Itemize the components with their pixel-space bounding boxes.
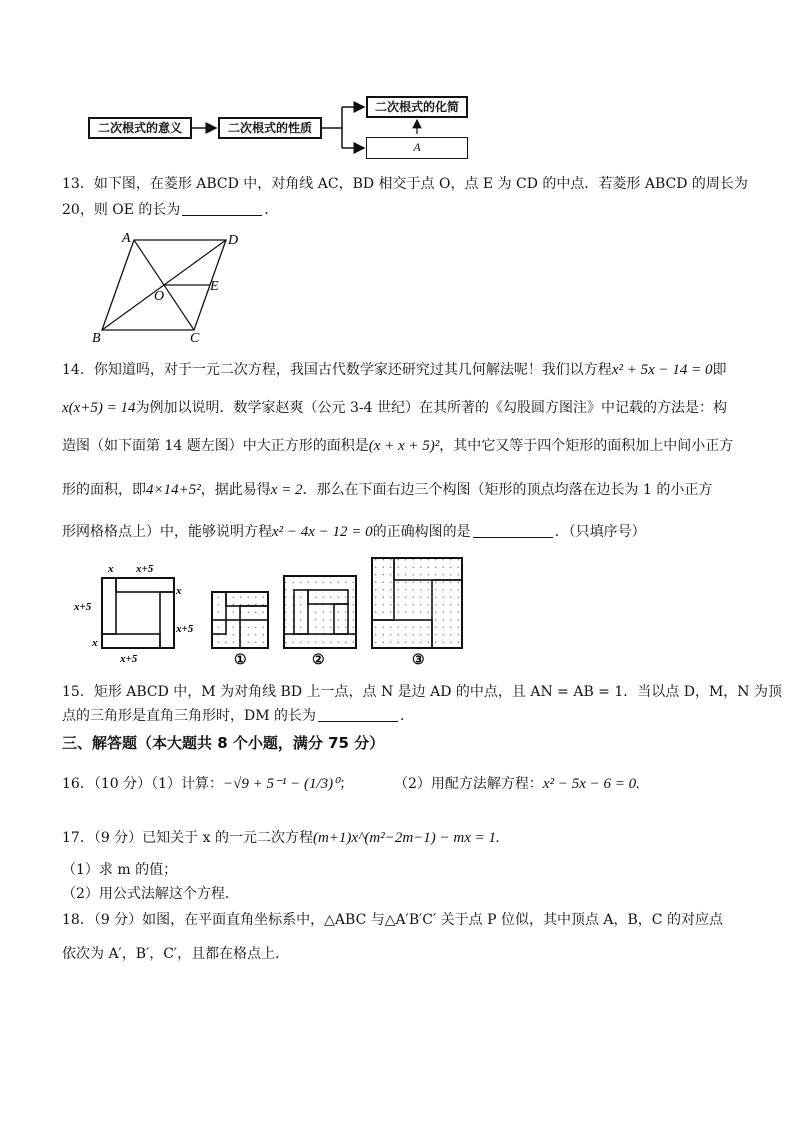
q15-line2 <box>62 706 414 726</box>
q14-line2-text: 为例加以说明．数学家赵爽（公元 3-4 世纪）在其所著的《勾股圆方图注》中记载的方法是：构 <box>135 400 728 416</box>
q17-line1-text: 17．（9 分）已知关于 x 的一元二次方程 <box>62 830 313 846</box>
section-3-heading: 三、解答题（本大题共 8 个小题，满分 75 分） <box>62 734 385 752</box>
q15-line1: 15．矩形 ABCD 中，M 为对角线 BD 上一点，点 N 是边 AD 的中点，且 AN = AB = 1．当以点 D，M，N 为顶 <box>62 684 782 700</box>
q14-zhao-figure <box>73 563 194 665</box>
q14-label-x5-bottom: x+5 <box>120 653 138 665</box>
q15-answer-blank[interactable] <box>318 707 398 722</box>
q14-figure-3-number: ③ <box>412 653 425 668</box>
q14-equation5: x = 2 <box>270 482 303 498</box>
q14-line5-mid: 的正确构图的是 <box>372 524 471 540</box>
q14-figure-3 <box>372 558 462 668</box>
q14-line3 <box>62 436 733 456</box>
q14-label-x5-top: x+5 <box>136 563 154 575</box>
q14-line5-text: 形网格格点上）中，能够说明方程 <box>62 524 272 540</box>
q14-line4-end: ．那么在下面右边三个构图（矩形的顶点均落在边长为 1 的小正方 <box>302 482 713 498</box>
q14-figure-1-number: ① <box>234 653 247 668</box>
q13-label-e: E <box>210 279 219 294</box>
q13-rhombus-figure <box>86 228 256 348</box>
q14-label-x-top: x <box>108 563 114 575</box>
q13-line1: 13．如下图，在菱形 ABCD 中，对角线 AC，BD 相交于点 O，点 E 为 CD 的中点．若菱形 ABCD 的周长为 <box>62 176 748 192</box>
q14-line4 <box>62 480 712 500</box>
q16-part1 <box>62 774 353 794</box>
q16-part2-text: （2）用配方法解方程： <box>394 776 543 792</box>
q14-line5 <box>62 522 646 542</box>
q13-label-a: A <box>122 231 131 246</box>
q16-equation1: −√9 + 5⁻¹ − (1/3)⁰ <box>223 776 340 792</box>
q14-label-x-right: x <box>176 585 182 597</box>
q14-line1-text: 14．你知道吗，对于一元二次方程，我国古代数学家还研究过其几何解法呢！我们以方程 <box>62 362 612 378</box>
q16-equation2: x² − 5x − 6 = 0. <box>542 776 640 792</box>
q14-line3-end: ，其中它又等于四个矩形的面积加上中间小正方 <box>439 438 734 454</box>
q18-line2: 依次为 A′，B′，C′，且都在格点上． <box>62 946 290 962</box>
q14-figure-2 <box>284 576 356 668</box>
flowchart-arrows <box>0 0 794 170</box>
q14-answer-blank[interactable] <box>473 523 553 538</box>
q14-figures <box>72 556 492 671</box>
q14-equation1: x² + 5x − 14 = 0 <box>611 362 713 378</box>
q14-line1 <box>62 360 727 380</box>
q17-line1 <box>62 828 500 848</box>
q13-label-c: C <box>190 331 200 346</box>
q13-label-d: D <box>228 233 239 248</box>
q14-line4-mid: ，据此易得 <box>200 482 271 498</box>
q14-label-x5-left: x+5 <box>74 601 92 613</box>
q13-line2-text: 20，则 OE 的长为 <box>62 202 181 218</box>
q15-line2-end: ． <box>400 708 415 724</box>
q14-line4-text: 形的面积，即 <box>62 482 146 498</box>
q14-label-x-left: x <box>92 637 98 649</box>
q13-label-o: O <box>154 289 165 304</box>
q17-equation: (m+1)x^(m²−2m−1) − mx = 1. <box>312 830 500 846</box>
q14-equation3: (x + x + 5)² <box>368 438 440 454</box>
flowchart-box-a: A <box>366 137 468 159</box>
q14-equation2: x(x+5) = 14 <box>62 400 136 416</box>
q14-equation6: x² − 4x − 12 = 0 <box>272 524 373 540</box>
q14-line2 <box>62 398 727 418</box>
q13-line2-end: ． <box>264 202 279 218</box>
q14-figure-1 <box>212 592 268 668</box>
q16-part2 <box>394 774 640 794</box>
q17-sub2: （2）用公式法解这个方程． <box>62 886 239 902</box>
q18-line1: 18．（9 分）如图，在平面直角坐标系中，△ABC 与△A′B′C′ 关于点 P 位似，其中顶点 A，B，C 的对应点 <box>62 912 723 928</box>
q13-line2 <box>62 200 278 220</box>
flowchart-box-properties: 二次根式的性质 <box>218 117 322 139</box>
q13-answer-blank[interactable] <box>182 201 262 216</box>
q13-label-b: B <box>92 331 101 346</box>
q14-label-x5-right: x+5 <box>176 623 194 635</box>
q17-sub1: （1）求 m 的值； <box>62 862 178 878</box>
q14-line3-text: 造图（如下面第 14 题左图）中大正方形的面积是 <box>62 438 369 454</box>
q15-line2-text: 点的三角形是直角三角形时，DM 的长为 <box>62 708 317 724</box>
q14-equation4: 4×14+5² <box>146 482 201 498</box>
flowchart-box-meaning: 二次根式的意义 <box>88 117 192 139</box>
q14-line5-end: ．（只填序号） <box>554 524 646 540</box>
q14-line1-end: 即 <box>712 362 727 378</box>
q14-figure-2-number: ② <box>312 653 325 668</box>
flowchart-box-simplify: 二次根式的化简 <box>366 96 468 118</box>
q16-part1-end: ； <box>339 776 354 792</box>
q16-part1-text: 16．（10 分）（1）计算： <box>62 776 223 792</box>
